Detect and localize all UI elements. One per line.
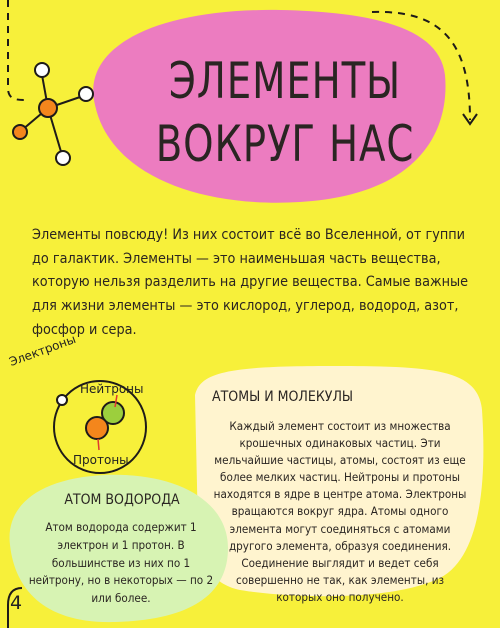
page-number: 4	[10, 592, 23, 614]
dashed-line	[8, 0, 24, 100]
electrons-label: Электроны	[7, 331, 78, 369]
molecules-section-title: АТОМЫ И МОЛЕКУЛЫ	[212, 389, 354, 405]
neutrons-label: Нейтроны	[80, 382, 144, 396]
page-title-line-2: ВОКРУГ НАС	[155, 115, 415, 173]
page-title-line-1: ЭЛЕМЕНТЫ	[168, 52, 402, 110]
molecules-section-text: Каждый элемент состоит из множества крошечных одинаковых частиц. Эти мельчайшие частицы, атомы, состоят из еще более мелких частиц. Нейтроны и протоны находятся в ядре в центре атома. Электроны вращаются вокруг ядра. Атомы одного элемента могут соединяться с атомами другого элемента, образуя соединения. Соединение выглядит и ведет себя совершенно не так, как элементы, из которых оно получено.	[213, 419, 467, 604]
proton-circle	[86, 417, 108, 439]
proton-pointer	[98, 439, 99, 450]
protons-label: Протоны	[73, 453, 129, 467]
hydrogen-section-title: АТОМ ВОДОРОДА	[64, 492, 180, 508]
intro-paragraph: Элементы повсюду! Из них состоит всё во Вселенной, от гуппи до галактик. Элементы — это наименьшая часть вещества, которую нельзя разделить на другие вещества. Самые важные для жизни элементы — это кислород, углерод, водород, азот, фосфор и сера.	[32, 227, 469, 338]
molecule-icon	[13, 63, 93, 165]
hydrogen-section-text: Атом водорода содержит 1 электрон и 1 протон. В большинстве из них по 1 нейтрону, но в некоторых — по 2 или более.	[28, 520, 214, 606]
electron-dot	[57, 395, 67, 405]
